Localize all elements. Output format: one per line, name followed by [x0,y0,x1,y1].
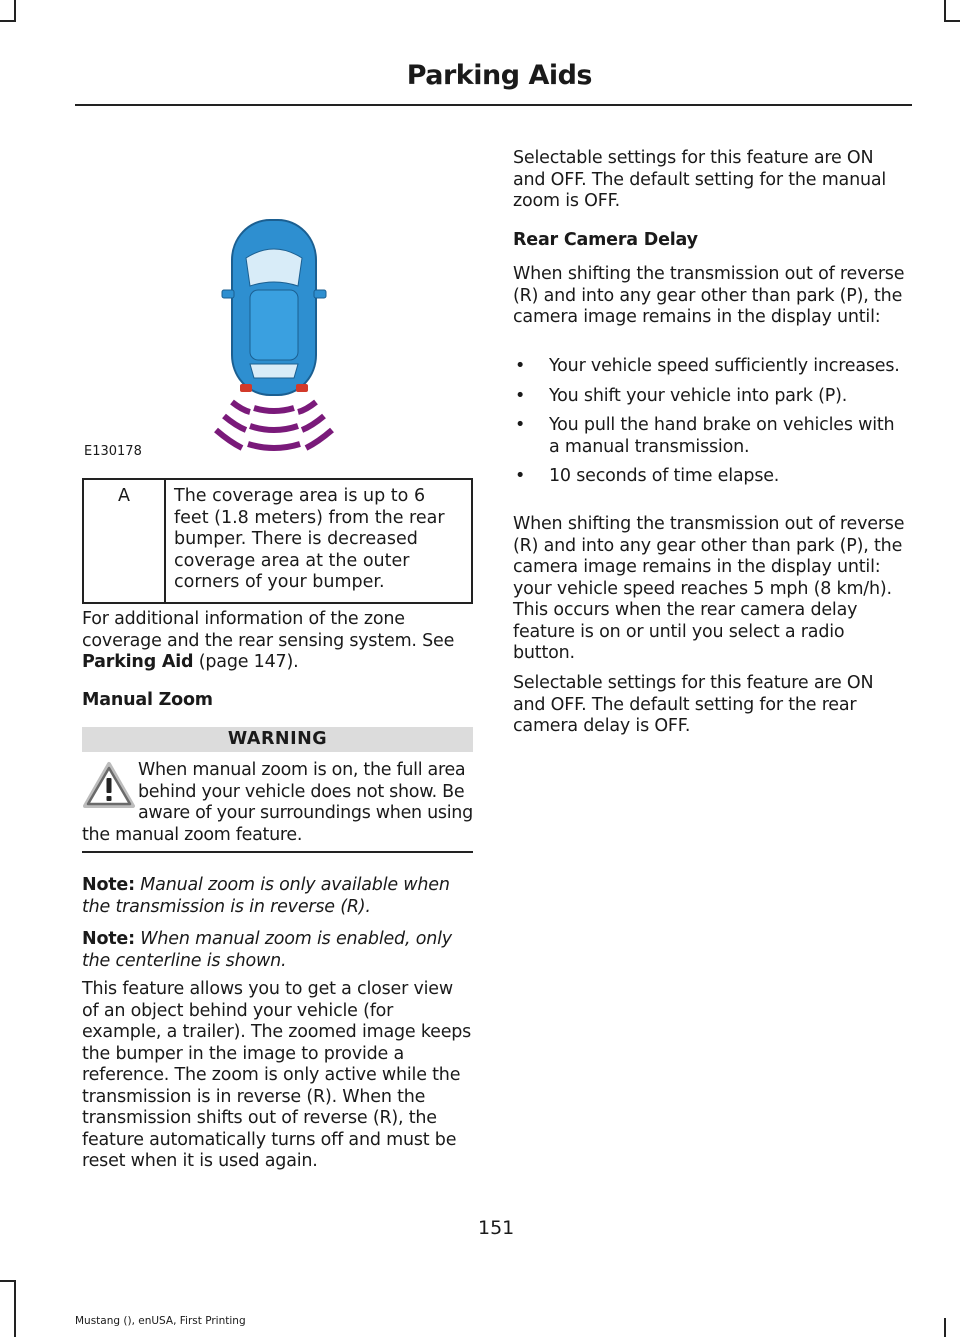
list-item [513,415,908,458]
list-item-text: You pull the hand brake on vehicles with a manual transmission. [549,415,895,457]
crop-mark [944,20,960,22]
bullet-icon: • [515,415,526,435]
note-text: Manual zoom is only available when the transmission is in reverse (R). [82,875,450,917]
rear-camera-delay-heading: Rear Camera Delay [513,230,698,250]
warning-divider [82,851,473,853]
figure-id: E130178 [84,444,142,459]
note-text: When manual zoom is enabled, only the centerline is shown. [82,929,452,971]
note-label: Note: [82,929,135,949]
header-divider [75,104,912,106]
warning-triangle-icon [82,760,136,814]
manual-zoom-settings: Selectable settings for this feature are ON and OFF. The default setting for the manual zoom is OFF. [513,148,887,211]
list-item [513,466,908,488]
condition-list [513,356,908,496]
bullet-icon: • [515,466,526,486]
note-label: Note: [82,875,135,895]
zoom-description: This feature allows you to get a closer view of an object behind your vehicle (for example, a trailer). The zoomed image keeps the bumper in the image to provide a reference. The zoom is only active while the transmission is in reverse (R). When the transmission shifts out of reverse (R), the feature automatically turns off and must be reset when it is used again. [82,979,472,1171]
bullet-icon: • [515,356,526,376]
key-label: A [83,479,165,603]
manual-zoom-heading: Manual Zoom [82,690,213,710]
table-row [83,479,472,603]
additional-info-paragraph [82,609,473,674]
parking-aid-link[interactable]: Parking Aid [82,652,194,672]
warning-text: When manual zoom is on, the full area behind your vehicle does not show. Be aware of your surroundings when using the manual zoom feature. [82,760,473,845]
bullet-icon: • [515,385,526,406]
car-sensor-figure [82,140,473,470]
key-description: The coverage area is up to 6 feet (1.8 meters) from the rear bumper. There is decreased coverage area at the outer corners of your bumper. [165,479,472,603]
list-item-text: 10 seconds of time elapse. [549,466,780,486]
note-manual-zoom [82,875,473,918]
rear-camera-delay-intro: When shifting the transmission out of reverse (R) and into any gear other than park (P), the camera image remains in the display until: [513,264,905,327]
additional-info-text: For additional information of the zone coverage and the rear sensing system. See [82,609,455,651]
page-reference: (page 147). [193,652,299,672]
list-item [513,386,908,408]
list-item-text: Your vehicle speed sufficiently increases. [549,356,900,376]
list-item-text: You shift your vehicle into park (P). [549,385,848,406]
footer-text: Mustang (), enUSA, First Printing [75,1315,246,1327]
page-number: 151 [478,1217,515,1239]
note-centerline [82,929,473,972]
warning-box [82,760,473,846]
crop-mark [944,1318,946,1337]
rear-camera-delay-detail: When shifting the transmission out of reverse (R) and into any gear other than park (P), the camera image remains in the display until: your vehicle speed reaches 5 mph (8 km/h). This occurs when the rear camera delay feature is on or until you select a radio button. [513,514,905,663]
crop-mark [14,0,16,22]
page-title: Parking Aids [406,60,592,91]
crop-mark [944,0,946,22]
car-top-view-illustration [82,140,473,470]
warning-header: WARNING [82,727,473,752]
crop-mark [14,1280,16,1337]
crop-mark [0,1280,16,1282]
figure-key-table [82,478,473,604]
rear-camera-delay-settings: Selectable settings for this feature are ON and OFF. The default setting for the rear camera delay is OFF. [513,673,874,736]
crop-mark [0,20,16,22]
list-item [513,356,908,378]
